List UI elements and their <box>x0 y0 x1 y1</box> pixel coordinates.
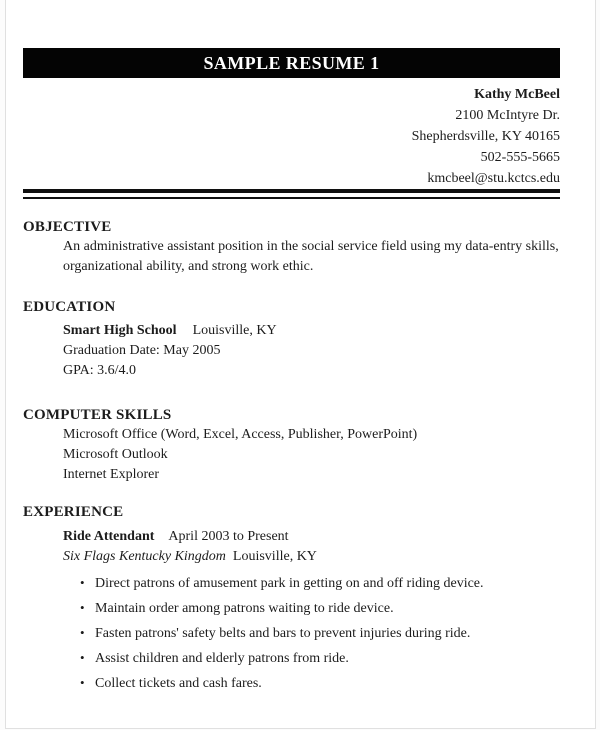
experience-employer-line <box>23 547 560 567</box>
objective-text-line: organizational ability, and strong work ethic. <box>63 259 314 274</box>
bullet-icon: • <box>80 600 85 615</box>
school-location: Louisville, KY <box>192 323 277 338</box>
job-title: Ride Attendant <box>63 529 155 544</box>
section-objective <box>23 217 560 277</box>
bullet-text: Direct patrons of amusement park in getting on and off riding device. <box>95 576 484 591</box>
bullet-text: Maintain order among patrons waiting to ride device. <box>95 601 394 616</box>
education-detail-line: GPA: 3.6/4.0 <box>63 363 137 378</box>
bullet-text: Assist children and elderly patrons from ride. <box>95 651 349 666</box>
title-banner <box>23 48 560 78</box>
education-school-line <box>23 321 560 341</box>
section-title-experience: EXPERIENCE <box>23 504 124 520</box>
bullet-icon: • <box>80 625 85 640</box>
resume-page <box>5 0 596 729</box>
contact-email: kmcbeel@stu.kctcs.edu <box>427 171 560 186</box>
contact-phone: 502-555-5665 <box>480 150 560 165</box>
contact-address-line1: 2100 McIntyre Dr. <box>455 108 560 123</box>
computer-skill-line: Internet Explorer <box>63 467 160 482</box>
page-title: SAMPLE RESUME 1 <box>203 53 380 73</box>
bullet-text: Collect tickets and cash fares. <box>95 676 262 691</box>
section-title-objective: OBJECTIVE <box>23 219 112 235</box>
list-item <box>23 621 560 646</box>
section-education <box>23 297 560 381</box>
computer-skill-line: Microsoft Office (Word, Excel, Access, Publisher, PowerPoint) <box>63 427 418 442</box>
contact-block <box>23 84 560 189</box>
bullet-icon: • <box>80 650 85 665</box>
employer-location: Louisville, KY <box>232 549 317 564</box>
contact-name: Kathy McBeel <box>474 87 560 102</box>
resume-content <box>6 0 595 696</box>
experience-job-line <box>23 527 560 547</box>
list-item <box>23 571 560 596</box>
contact-address-line2: Shepherdsville, KY 40165 <box>411 129 560 144</box>
objective-text-line: An administrative assistant position in the social service field using my data-entry skills, <box>63 239 559 254</box>
experience-bullet-list <box>23 571 560 696</box>
section-computer-skills <box>23 405 560 485</box>
bullet-text: Fasten patrons' safety belts and bars to prevent injuries during ride. <box>95 626 471 641</box>
job-dates: April 2003 to Present <box>168 529 289 544</box>
divider-thick <box>23 189 560 193</box>
list-item <box>23 646 560 671</box>
bullet-icon: • <box>80 575 85 590</box>
school-name: Smart High School <box>63 323 177 338</box>
education-detail-line: Graduation Date: May 2005 <box>63 343 221 358</box>
section-experience <box>23 502 560 696</box>
computer-skill-line: Microsoft Outlook <box>63 447 168 462</box>
bullet-icon: • <box>80 675 85 690</box>
list-item <box>23 671 560 696</box>
list-item <box>23 596 560 621</box>
divider-thin <box>23 197 560 199</box>
employer-name: Six Flags Kentucky Kingdom <box>63 549 226 564</box>
section-title-education: EDUCATION <box>23 299 116 315</box>
section-title-computer-skills: COMPUTER SKILLS <box>23 407 172 423</box>
